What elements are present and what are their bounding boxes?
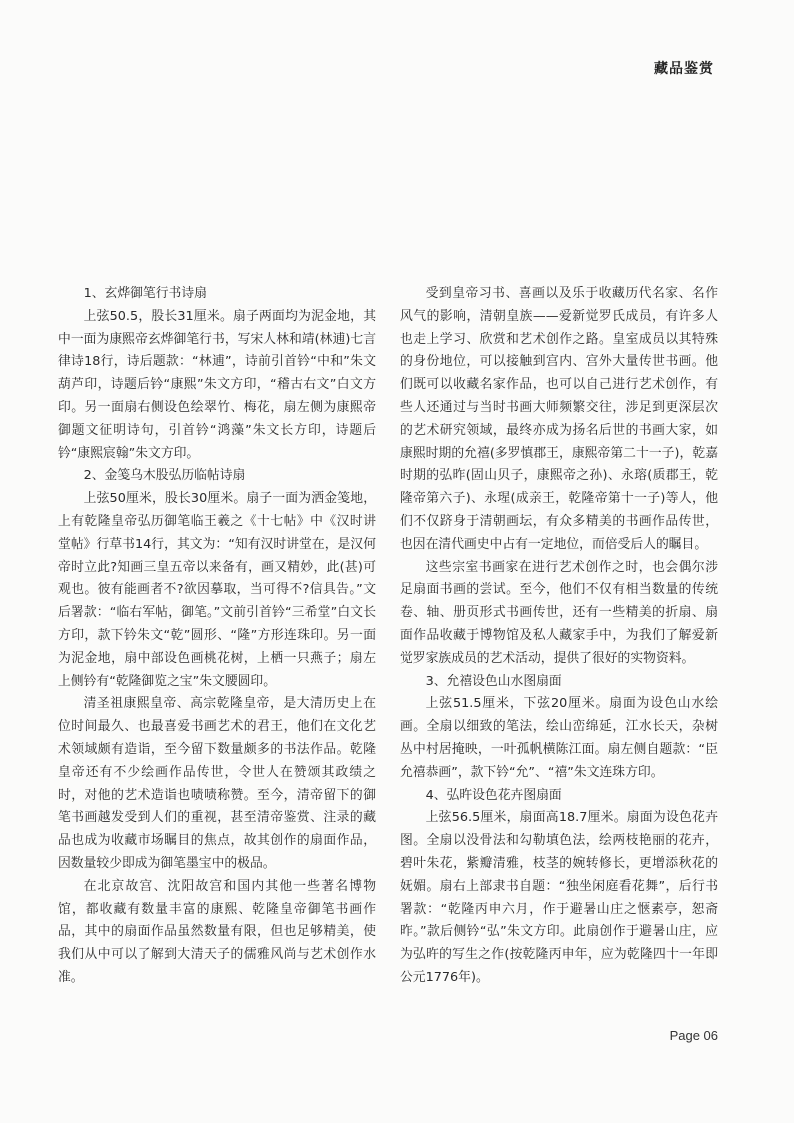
paragraph: 上弦50.5，股长31厘米。扇子两面均为泥金地，其中一面为康熙帝玄烨御笔行书，写宋人林和靖(林逋)七言律诗18行，诗后题款：“林逋”，诗前引首钤“中和”朱文葫芦印，诗题后钤“康熙”朱文方印，“稽古右文”白文方印。另一面扇右侧设色绘翠竹、梅花，扇左侧为康熙帝御题文征明诗句，引首钤“鸿藻”朱文长方印，诗题后钤“康熙宸翰”朱文方印。 [58,308,376,461]
subheading: 3、允禧设色山水图扇面 [425,673,562,689]
subheading: 4、弘旿设色花卉图扇面 [425,787,562,803]
paragraph: 受到皇帝习书、喜画以及乐于收藏历代名家、名作风气的影响，清朝皇族——爱新觉罗氏成员，有许多人也走上学习、欣赏和艺术创作之路。皇室成员以其特殊的身份地位，可以接触到宫内、宫外大量传世书画。他们既可以收藏名家作品，也可以自己进行艺术创作，有些人还通过与当时书画大师频繁交往，涉足到更深层次的艺术研究领域，最终亦成为扬名后世的书画大家，如康熙时期的允禧(多罗慎郡王，康熙帝第二十一子)，乾嘉时期的弘昨(固山贝子，康熙帝之孙)、永瑢(质郡王，乾隆帝第六子)、永瑆(成亲王，乾隆帝第十一子)等人，他们不仅跻身于清朝画坛，有众多精美的书画作品传世，也因在清代画史中占有一定地位，而倍受后人的瞩目。 [400,286,718,552]
paragraph: 在北京故宫、沈阳故宫和国内其他一些著名博物馆，都收藏有数量丰富的康熙、乾隆皇帝御笔书画作品，其中的扇面作品虽然数量有限，但也足够精美，使我们从中可以了解到大清天子的儒雅风尚与艺术创作水准。 [58,878,376,985]
paragraph: 上弦50厘米，股长30厘米。扇子一面为洒金笺地，上有乾隆皇帝弘历御笔临王羲之《十七帖》中《汉时讲堂帖》行草书14行，其文为：“知有汉时讲堂在，是汉何帝时立此?知画三皇五帝以来备有，画又精妙，此(甚)可观也。彼有能画者不?欲因摹取，当可得不?信具告。”文后署款：“临右军帖，御笔。”文前引首钤“三希堂”白文长方印，款下钤朱文“乾”圆形、“隆”方形连珠印。另一面为泥金地，扇中部设色画桃花树，上栖一只燕子；扇左上侧钤有“乾隆御览之宝”朱文腰圆印。 [58,491,376,689]
subheading: 2、金笺乌木股弘历临帖诗扇 [83,468,246,484]
paragraph: 清圣祖康熙皇帝、高宗乾隆皇帝，是大清历史上在位时间最久、也最喜爱书画艺术的君王，他们在文化艺术领域颇有造诣，至今留下数量颇多的书法作品。乾隆皇帝还有不少绘画作品传世，令世人在赞颂其政绩之时，对他的艺术造诣也啧啧称赞。至今，清帝留下的御笔书画越发受到人们的重视，甚至清帝鉴赏、注录的藏品也成为收藏市场瞩目的焦点，故其创作的扇面作品，因数量较少即成为御笔墨宝中的极品。 [58,696,376,871]
right-column [400,283,718,990]
page-number: Page 06 [669,1028,718,1043]
section-label: 藏品鉴赏 [654,61,714,77]
paragraph: 上弦56.5厘米，扇面高18.7厘米。扇面为设色花卉图。全扇以没骨法和勾勒填色法，绘两枝艳丽的花卉，碧叶朱花，紫瓣清雅，枝茎的婉转修长，更增添秋花的妩媚。扇右上部隶书自题：“独坐闲庭看花舞”，后行书署款：“乾隆丙申六月，作于避暑山庄之惬素亭，恕斋昨。”款后侧钤“弘”朱文方印。此扇创作于避暑山庄，应为弘旿的写生之作(按乾隆丙申年，应为乾隆四十一年即公元1776年)。 [400,810,718,985]
left-column [58,283,376,990]
paragraph: 上弦51.5厘米，下弦20厘米。扇面为设色山水绘画。全扇以细致的笔法，绘山峦绵延，江水长天，杂树丛中村居掩映，一叶孤帆横陈江面。扇左侧自题款：“臣允禧恭画”，款下钤“允”、“禧”朱文连珠方印。 [400,696,718,780]
paragraph: 这些宗室书画家在进行艺术创作之时，也会偶尔涉足扇面书画的尝试。至今，他们不仅有相当数量的传统卷、轴、册页形式书画传世，还有一些精美的折扇、扇面作品收藏于博物馆及私人藏家手中，为我们了解爱新觉罗家族成员的艺术活动，提供了很好的实物资料。 [400,559,718,666]
subheading: 1、玄烨御笔行书诗扇 [83,286,207,301]
